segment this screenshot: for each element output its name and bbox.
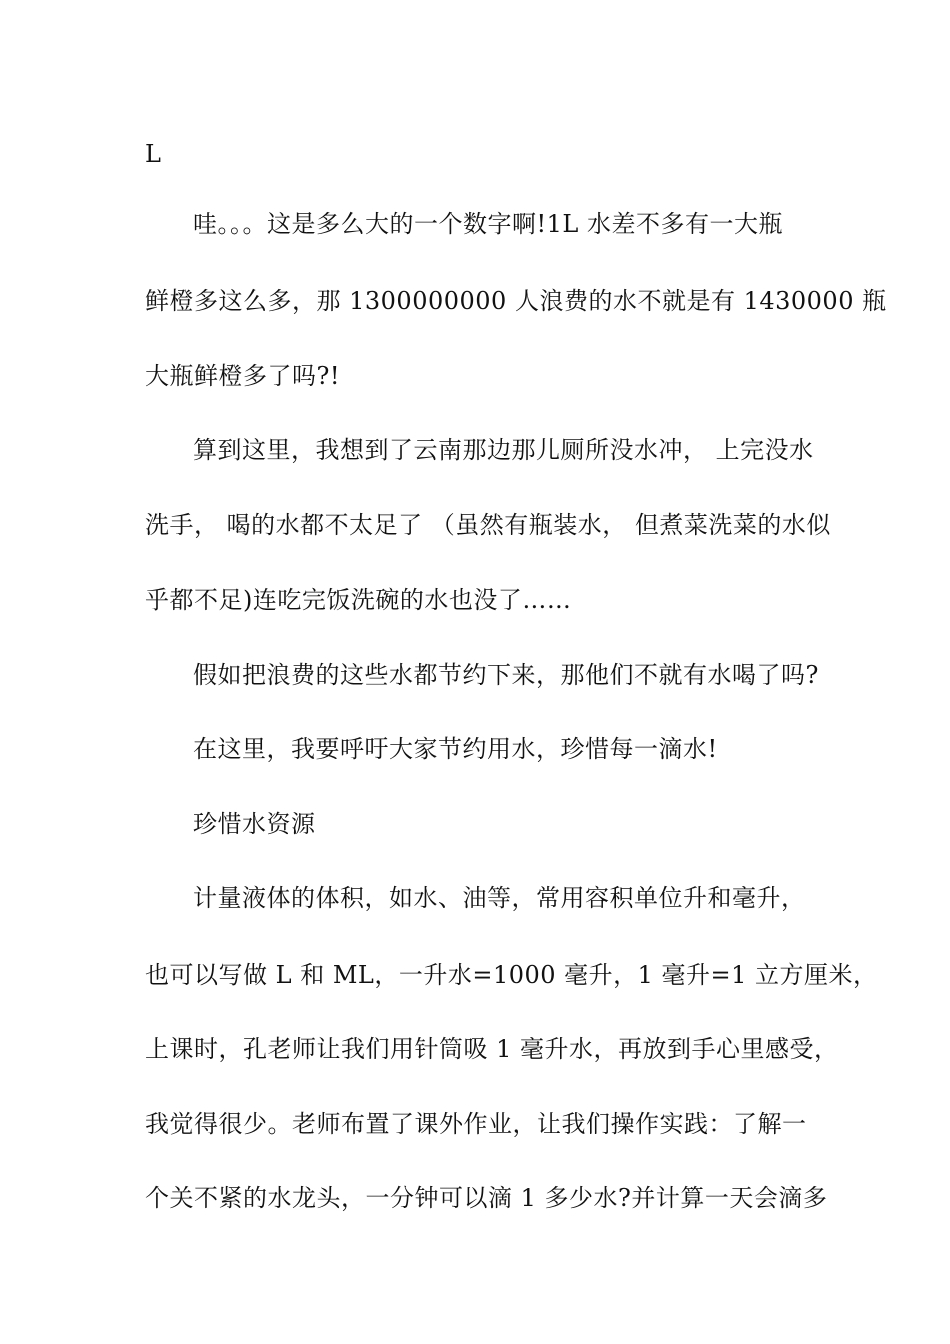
paragraph-1-line-3: 大瓶鲜橙多了吗?! [145,362,341,390]
paragraph-5-line-1: 计量液体的体积，如水、油等，常用容积单位升和毫升， [193,884,806,912]
paragraph-2-line-3: 乎都不足)连吃完饭洗碗的水也没了…… [145,586,572,614]
paragraph-1-line-1: 哇。。。这是多么大的一个数字啊!1L 水差不多有一大瓶 [193,210,783,238]
paragraph-2-line-2: 洗手， 喝的水都不太足了 （虽然有瓶装水， 但煮菜洗菜的水似 [145,511,831,539]
paragraph-5-line-3: 上课时，孔老师让我们用针筒吸 1 毫升水，再放到手心里感受， [145,1035,839,1063]
paragraph-5-line-2: 也可以写做 L 和 ML，一升水=1000 毫升，1 毫升=1 立方厘米， [145,961,878,989]
paragraph-1-line-2: 鲜橙多这么多，那 1300000000 人浪费的水不就是有 1430000 瓶 [145,287,887,315]
text-line-1: L [145,140,162,168]
paragraph-4-line-1: 在这里，我要呼吁大家节约用水，珍惜每一滴水! [193,735,718,763]
paragraph-5-line-4: 我觉得很少。老师布置了课外作业，让我们操作实践：了解一 [145,1110,807,1138]
paragraph-2-line-1: 算到这里，我想到了云南那边那儿厕所没水冲， 上完没水 [193,436,814,464]
paragraph-3-line-1: 假如把浪费的这些水都节约下来，那他们不就有水喝了吗? [193,661,819,689]
section-title: 珍惜水资源 [193,810,316,838]
paragraph-5-line-5: 个关不紧的水龙头，一分钟可以滴 1 多少水?并计算一天会滴多 [145,1184,828,1212]
